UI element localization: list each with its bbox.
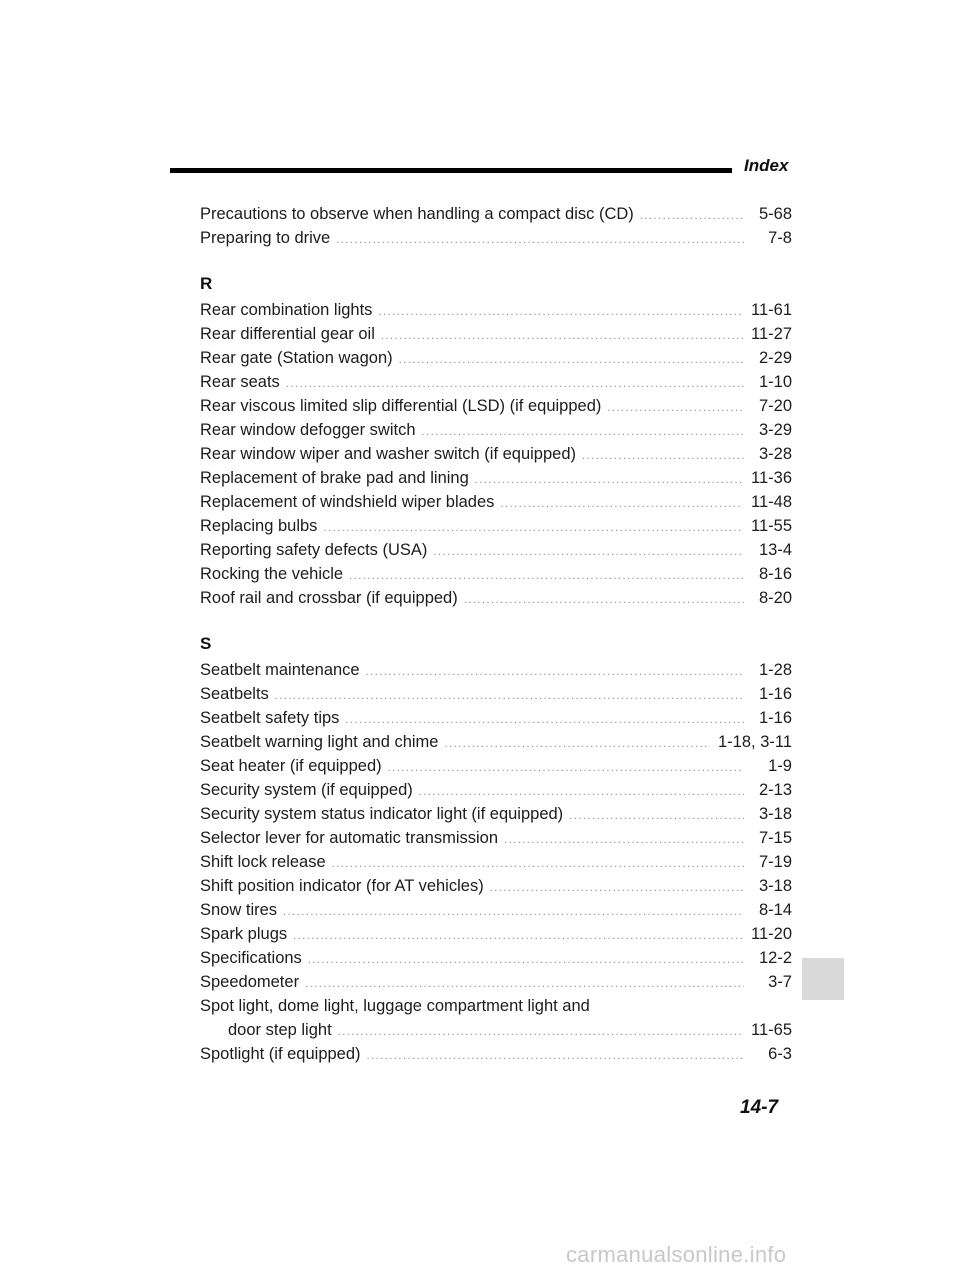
entry-page: 2-29 [758,349,792,367]
entry-page: 1-18, 3-11 [718,733,792,751]
entry-page: 8-20 [758,589,792,607]
entry-page: 11-20 [751,925,792,943]
entry-page: 11-65 [751,1021,792,1039]
dot-leader [293,924,743,948]
entry-page: 3-18 [758,805,792,823]
index-entry [200,538,792,562]
dot-leader [366,660,744,684]
entry-page: 7-8 [768,229,792,247]
entry-label: Seatbelt safety tips [200,709,340,727]
chapter-thumb-tab [802,958,844,1000]
index-entry [200,754,792,778]
dot-leader [500,492,743,516]
dot-leader [419,780,744,804]
entry-page: 8-14 [758,901,792,919]
entry-page: 7-19 [758,853,792,871]
entry-label: Rocking the vehicle [200,565,344,583]
entry-label: Replacing bulbs [200,517,318,535]
index-entry [200,802,792,826]
entry-label: Security system (if equipped) [200,781,413,799]
dot-leader [283,900,744,924]
index-entry [200,874,792,898]
entry-page: 3-18 [758,877,792,895]
entry-page: 1-16 [758,685,792,703]
dot-leader [378,300,743,324]
entry-label-line1: Spot light, dome light, luggage compartment light and [200,997,590,1015]
entry-page: 7-15 [758,829,792,847]
dot-leader [490,876,744,900]
index-entry [200,850,792,874]
index-entry [200,898,792,922]
entry-label: Shift lock release [200,853,326,871]
entry-label: Seatbelts [200,685,269,703]
entry-label: Reporting safety defects (USA) [200,541,428,559]
entry-page: 11-27 [751,325,792,343]
dot-leader [308,948,744,972]
watermark: carmanualsonline.info [566,1242,787,1267]
entry-label: Precautions to observe when handling a compact disc (CD) [200,205,634,223]
entry-label: Spotlight (if equipped) [200,1045,361,1063]
dot-leader [640,204,744,228]
dot-leader [381,324,743,348]
index-entry [200,442,792,466]
entry-label: Seatbelt warning light and chime [200,733,439,751]
entry-label: Replacement of windshield wiper blades [200,493,495,511]
index-entry [200,682,792,706]
entry-page: 2-13 [758,781,792,799]
dot-leader [422,420,744,444]
dot-leader [286,372,744,396]
entry-label-line2: door step light [228,1021,332,1039]
section-letter-r: R [200,274,213,293]
entry-label: Speedometer [200,973,300,991]
dot-leader [504,828,744,852]
index-entry [200,466,792,490]
entry-page: 1-9 [768,757,792,775]
header-rule [170,168,732,173]
dot-leader [433,540,744,564]
page-number: 14-7 [740,1097,779,1118]
dot-leader [305,972,744,996]
dot-leader [336,228,744,252]
index-entry-multiline [200,994,792,1042]
dot-leader [345,708,744,732]
index-entry [200,418,792,442]
entry-page: 13-4 [758,541,792,559]
index-entry [200,394,792,418]
entry-label: Snow tires [200,901,278,919]
index-entry [200,730,792,754]
section-letter-s: S [200,634,212,653]
index-entry [200,322,792,346]
entry-label: Rear combination lights [200,301,373,319]
dot-leader [399,348,744,372]
index-entry [200,826,792,850]
entry-page: 11-55 [751,517,792,535]
index-entry [200,514,792,538]
index-entry [200,586,792,610]
entry-page: 1-28 [758,661,792,679]
index-entry [200,202,792,226]
entry-label: Roof rail and crossbar (if equipped) [200,589,458,607]
entry-label: Rear window defogger switch [200,421,416,439]
dot-leader [332,852,744,876]
entry-page: 5-68 [758,205,792,223]
entry-label: Seat heater (if equipped) [200,757,382,775]
entry-page: 12-2 [758,949,792,967]
entry-label: Rear gate (Station wagon) [200,349,393,367]
entry-page: 11-48 [751,493,792,511]
dot-leader [582,444,744,468]
index-entry [200,922,792,946]
dot-leader [388,756,744,780]
dot-leader [569,804,744,828]
entry-label: Selector lever for automatic transmission [200,829,499,847]
dot-leader [338,1020,743,1044]
entry-label: Rear differential gear oil [200,325,375,343]
entry-page: 8-16 [758,565,792,583]
entry-page: 3-29 [758,421,792,439]
index-entry [200,562,792,586]
index-entry [200,490,792,514]
entry-page: 6-3 [768,1045,792,1063]
index-entry [200,778,792,802]
dot-leader [444,732,710,756]
entry-label: Rear window wiper and washer switch (if equipped) [200,445,577,463]
index-entry [200,226,792,250]
dot-leader [475,468,743,492]
entry-page: 3-28 [758,445,792,463]
entry-page: 11-36 [751,469,792,487]
dot-leader [464,588,744,612]
index-entry [200,370,792,394]
index-entry [200,970,792,994]
entry-label: Shift position indicator (for AT vehicles) [200,877,484,895]
dot-leader [349,564,744,588]
index-entry [200,1018,792,1042]
index-entry [200,706,792,730]
entry-label: Security system status indicator light (if equipped) [200,805,564,823]
entry-page: 7-20 [758,397,792,415]
entry-page: 1-16 [758,709,792,727]
entry-label: Rear seats [200,373,280,391]
index-entry [200,946,792,970]
index-entry [200,1042,792,1066]
index-list [200,202,792,1066]
entry-label: Preparing to drive [200,229,331,247]
dot-leader [323,516,743,540]
index-entry [200,346,792,370]
dot-leader [607,396,744,420]
index-entry [200,298,792,322]
entry-label: Seatbelt maintenance [200,661,360,679]
entry-page: 1-10 [758,373,792,391]
entry-page: 11-61 [751,301,792,319]
entry-page: 3-7 [768,973,792,991]
page-header-title: Index [744,156,789,175]
entry-label: Rear viscous limited slip differential (LSD) (if equipped) [200,397,602,415]
entry-label: Specifications [200,949,302,967]
entry-label: Replacement of brake pad and lining [200,469,469,487]
dot-leader [367,1044,744,1068]
dot-leader [275,684,744,708]
entry-label: Spark plugs [200,925,288,943]
index-entry [200,658,792,682]
